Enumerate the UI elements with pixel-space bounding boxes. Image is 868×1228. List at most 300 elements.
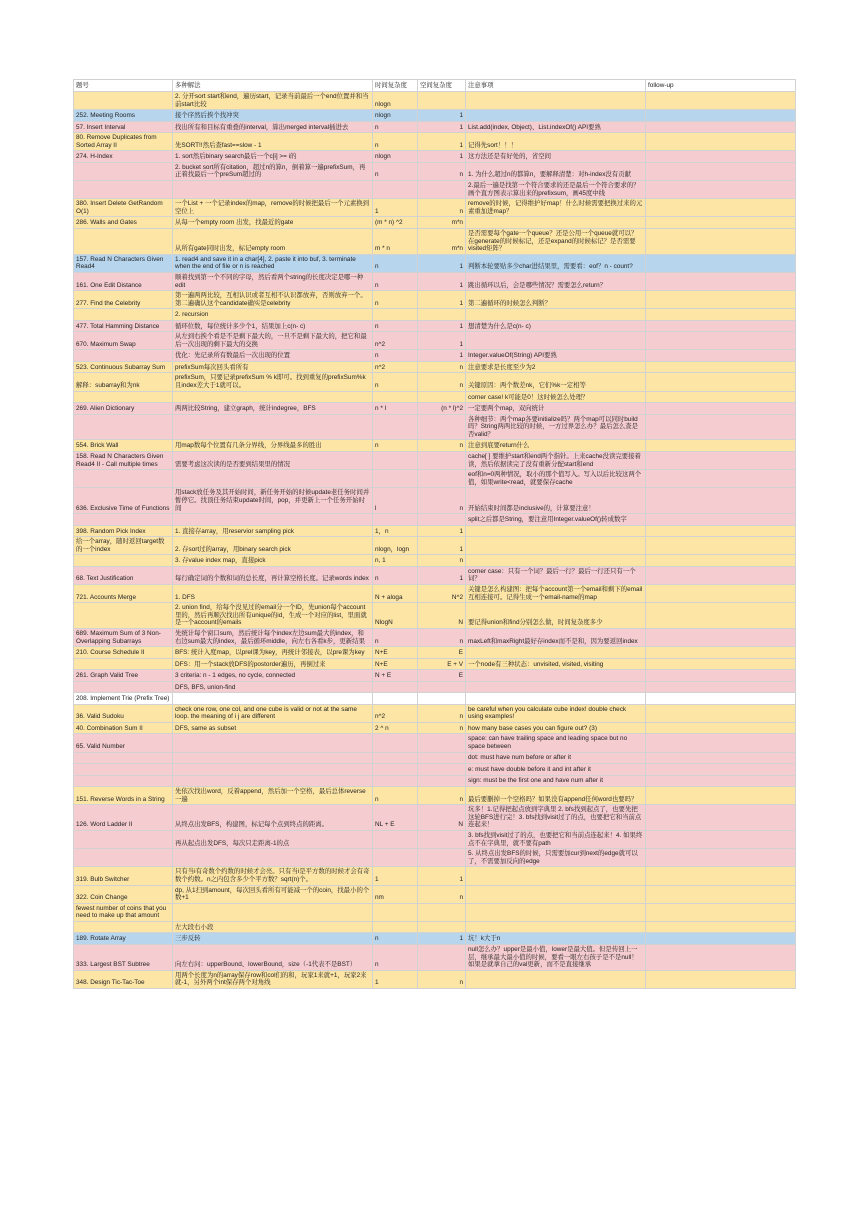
cell-time[interactable]: n [373,373,418,391]
cell-time[interactable] [373,830,418,848]
cell-time[interactable]: N+E [373,647,418,659]
cell-notes[interactable]: 注意要求是长度至少为2 [466,361,646,373]
cell-follow-up[interactable] [646,254,796,272]
cell-problem[interactable] [74,681,173,693]
cell-notes[interactable]: 跳出循环以后，会是哪些情况？需要怎么return？ [466,272,646,290]
cell-follow-up[interactable] [646,752,796,764]
cell-space[interactable]: m*n [418,228,466,254]
cell-follow-up[interactable] [646,566,796,584]
cell-problem[interactable]: 380. Insert Delete GetRandom O(1) [74,199,173,217]
cell-solutions[interactable] [173,693,373,705]
cell-solutions[interactable] [173,470,373,488]
cell-notes[interactable]: corner case：只有一个词？最后一行？最后一行还只有一个词？ [466,566,646,584]
cell-solutions[interactable]: 从终点出发BFS，构建图，标记每个点到终点的距离。 [173,805,373,831]
cell-space[interactable] [418,181,466,199]
cell-time[interactable]: nlogn [373,110,418,122]
cell-space[interactable]: n [418,885,466,903]
cell-space[interactable]: 1 [418,121,466,133]
cell-problem[interactable] [74,514,173,526]
cell-solutions[interactable]: 第一遍两两比较，互相认识或者互相不认识都放弃，否则放弃一个。第二遍确认这个candidate确实是celebrity [173,291,373,309]
cell-space[interactable]: n [418,970,466,988]
cell-notes[interactable]: 注意到底要return什么 [466,440,646,452]
cell-solutions[interactable] [173,734,373,752]
cell-problem[interactable]: 189. Rotate Array [74,933,173,945]
cell-follow-up[interactable] [646,867,796,885]
cell-solutions[interactable]: 1. sort然后binary search最后一个c[i] >= i的 [173,151,373,163]
cell-space[interactable] [418,309,466,321]
header-cell-problem[interactable]: 题号 [74,80,173,92]
cell-space[interactable]: m*n [418,217,466,229]
cell-space[interactable]: E + V [418,658,466,670]
cell-space[interactable]: 1 [418,320,466,332]
cell-time[interactable]: n^2 [373,361,418,373]
cell-space[interactable]: 1 [418,332,466,350]
cell-problem[interactable]: 157. Read N Characters Given Read4 [74,254,173,272]
cell-space[interactable] [418,752,466,764]
cell-time[interactable]: n^2 [373,704,418,722]
cell-solutions[interactable] [173,752,373,764]
cell-space[interactable]: 1 [418,151,466,163]
cell-solutions[interactable] [173,849,373,867]
header-cell-time[interactable]: 时间复杂度 [373,80,418,92]
cell-problem[interactable]: 274. H-Index [74,151,173,163]
cell-space[interactable] [418,514,466,526]
cell-space[interactable] [418,734,466,752]
cell-space[interactable] [418,903,466,921]
cell-space[interactable] [418,414,466,440]
cell-solutions[interactable]: BFS: 统计入度map，以prel课为key，再统计邻接表，以pre课为key [173,647,373,659]
header-cell-follow-up[interactable]: follow-up [646,80,796,92]
cell-time[interactable]: n [373,272,418,290]
cell-solutions[interactable]: 三步反转 [173,933,373,945]
cell-follow-up[interactable] [646,849,796,867]
cell-notes[interactable]: null怎么办？upper是最小值，lower是最大值。但是传回上一层，继承最大最小值的时候，要看一眼左右孩子是不是null！如果是就拿自己的val更新，而不是直接继承 [466,944,646,970]
cell-follow-up[interactable] [646,162,796,180]
cell-solutions[interactable]: 从每一个empty room 出发，找最近的gate [173,217,373,229]
cell-space[interactable] [418,391,466,403]
cell-follow-up[interactable] [646,775,796,787]
cell-space[interactable]: n [418,373,466,391]
cell-space[interactable] [418,681,466,693]
cell-time[interactable]: nlogn，logn [373,537,418,555]
cell-time[interactable] [373,849,418,867]
cell-space[interactable]: n [418,488,466,514]
cell-space[interactable] [418,764,466,776]
cell-space[interactable]: 1 [418,933,466,945]
cell-problem[interactable]: 523. Continuous Subarray Sum [74,361,173,373]
cell-notes[interactable]: 坑！k大于n [466,933,646,945]
cell-time[interactable]: (m * n) ^2 [373,217,418,229]
cell-solutions[interactable]: 2. 存sort过的array，用binary search pick [173,537,373,555]
cell-follow-up[interactable] [646,970,796,988]
cell-time[interactable]: 1，n [373,525,418,537]
cell-problem[interactable] [74,849,173,867]
cell-problem[interactable]: 126. Word Ladder II [74,805,173,831]
cell-problem[interactable]: 36. Valid Sudoku [74,704,173,722]
cell-notes[interactable]: space: can have trailing space and leading space but no space between [466,734,646,752]
cell-time[interactable]: n [373,350,418,362]
cell-problem[interactable] [74,555,173,567]
cell-time[interactable]: n * l [373,403,418,415]
cell-problem[interactable]: 670. Maximum Swap [74,332,173,350]
cell-problem[interactable] [74,921,173,933]
cell-problem[interactable] [74,764,173,776]
cell-solutions[interactable]: 再从起点出发DFS，每次只走距离-1的点 [173,830,373,848]
cell-space[interactable]: 1 [418,867,466,885]
cell-follow-up[interactable] [646,291,796,309]
cell-notes[interactable]: 要记得union和find分别怎么做，时间复杂度多少 [466,603,646,629]
cell-time[interactable]: 2 ^ n [373,722,418,734]
cell-notes[interactable]: remove的时候，记得维护好map！什么时候需要把换过来的元素重加进map？ [466,199,646,217]
cell-time[interactable] [373,414,418,440]
cell-solutions[interactable]: DFS：用一个stack放DFS的postorder遍历，再倒过来 [173,658,373,670]
cell-space[interactable]: 1 [418,272,466,290]
cell-follow-up[interactable] [646,704,796,722]
cell-problem[interactable]: 208. Implement Trie (Prefix Tree) [74,693,173,705]
cell-space[interactable]: 1 [418,525,466,537]
cell-space[interactable]: n [418,628,466,646]
cell-time[interactable]: n^2 [373,332,418,350]
cell-problem[interactable] [74,350,173,362]
cell-solutions[interactable]: 1. DFS [173,584,373,602]
cell-notes[interactable]: 5. 从终点出发BFS的时候，只需要加cur到next的edge就可以了，不需要加反向的edge [466,849,646,867]
cell-problem[interactable]: 721. Accounts Merge [74,584,173,602]
cell-solutions[interactable]: 先SORT!!然后查fast==slow - 1 [173,133,373,151]
cell-time[interactable]: l [373,488,418,514]
cell-notes[interactable] [466,217,646,229]
cell-follow-up[interactable] [646,722,796,734]
cell-solutions[interactable]: DFS, same as subset [173,722,373,734]
cell-solutions[interactable]: dp, 从1扫到amount，每次回头看所有可能减一个的coin，找最小的个数+1 [173,885,373,903]
cell-problem[interactable]: 322. Coin Change [74,885,173,903]
cell-solutions[interactable]: 从左到右挨个看是不是剩下最大的，一旦不是剩下最大的，把它和最后一次出现的剩下最大的交换 [173,332,373,350]
cell-time[interactable] [373,903,418,921]
cell-space[interactable] [418,92,466,110]
cell-follow-up[interactable] [646,403,796,415]
cell-time[interactable]: n [373,628,418,646]
cell-solutions[interactable] [173,775,373,787]
cell-notes[interactable] [466,681,646,693]
cell-notes[interactable]: 第二遍循环的时候怎么判断？ [466,291,646,309]
cell-problem[interactable]: 65. Valid Number [74,734,173,752]
cell-solutions[interactable]: DFS, BFS, union-find [173,681,373,693]
cell-notes[interactable] [466,921,646,933]
cell-time[interactable]: N + aloga [373,584,418,602]
cell-space[interactable]: n [418,199,466,217]
cell-space[interactable] [418,921,466,933]
cell-notes[interactable]: 关键原因：两个数差nk，它们%k一定相等 [466,373,646,391]
cell-problem[interactable] [74,830,173,848]
cell-problem[interactable]: 277. Find the Celebrity [74,291,173,309]
cell-notes[interactable] [466,537,646,555]
cell-notes[interactable]: 3. bfs找到visit过了的点，也要把它和当前点连起来！4. 如果终点不在字典里，就不要有path [466,830,646,848]
cell-space[interactable]: n [418,787,466,805]
cell-problem[interactable]: 689. Maximum Sum of 3 Non-Overlapping Subarrays [74,628,173,646]
cell-follow-up[interactable] [646,332,796,350]
cell-notes[interactable]: 1. 为什么超过n的都算n，要解释清楚：对h-index没有贡献 [466,162,646,180]
cell-solutions[interactable]: 顺着找到第一个不同的字母，然后看两个string的长度决定是哪一种edit [173,272,373,290]
cell-solutions[interactable]: 优化：先记录所有数最后一次出现的位置 [173,350,373,362]
cell-time[interactable]: nlogn [373,92,418,110]
cell-notes[interactable] [466,885,646,903]
cell-notes[interactable]: 一定要两个map，双向统计 [466,403,646,415]
cell-time[interactable]: n [373,440,418,452]
cell-solutions[interactable]: 2. recursion [173,309,373,321]
cell-notes[interactable]: 记得先sort！！！ [466,133,646,151]
cell-solutions[interactable]: 找出所有和目标有重叠的interval，算出merged interval插进去 [173,121,373,133]
cell-time[interactable]: n [373,291,418,309]
cell-problem[interactable] [74,92,173,110]
cell-solutions[interactable]: 2. 分开sort start和end，遍历start，记录当前最后一个end位置并和当前start比较 [173,92,373,110]
cell-solutions[interactable]: 先统计每个窗口sum，然后统计每个index左边sum最大的index，和右边sum最大的index，最后循环middle，向左右各看k步，更新结果 [173,628,373,646]
cell-notes[interactable] [466,309,646,321]
cell-follow-up[interactable] [646,933,796,945]
cell-solutions[interactable] [173,414,373,440]
cell-problem[interactable]: 210. Course Schedule II [74,647,173,659]
header-cell-notes[interactable]: 注意事项 [466,80,646,92]
cell-space[interactable]: 1 [418,350,466,362]
cell-solutions[interactable]: 循环位数，每位统计多少个1，结果加上c(n- c) [173,320,373,332]
cell-space[interactable] [418,775,466,787]
cell-notes[interactable] [466,693,646,705]
cell-space[interactable] [418,693,466,705]
cell-follow-up[interactable] [646,228,796,254]
cell-problem[interactable]: fewest number of coins that you need to make up that amount [74,903,173,921]
cell-problem[interactable]: 261. Graph Valid Tree [74,670,173,682]
cell-problem[interactable] [74,752,173,764]
cell-problem[interactable]: 151. Reverse Words in a String [74,787,173,805]
cell-space[interactable]: n [418,555,466,567]
cell-problem[interactable] [74,775,173,787]
cell-solutions[interactable] [173,391,373,403]
cell-time[interactable]: n [373,320,418,332]
cell-follow-up[interactable] [646,320,796,332]
cell-problem[interactable] [74,658,173,670]
cell-follow-up[interactable] [646,921,796,933]
cell-notes[interactable]: 2.最后一遍是找第一个符合要求的还是最后一个符合要求的？画个直方图表示算出来的prefixsum，画45度中线 [466,181,646,199]
cell-problem[interactable]: 398. Random Pick Index [74,525,173,537]
cell-space[interactable] [418,470,466,488]
cell-space[interactable] [418,451,466,469]
cell-follow-up[interactable] [646,110,796,122]
cell-solutions[interactable]: 只有当i有奇数个约数的时候才会亮。只有当i是平方数的时候才会有奇数个约数。n之内包含多少个平方数？sqrt(n)个。 [173,867,373,885]
cell-notes[interactable]: e: must have double before it and int after it [466,764,646,776]
cell-follow-up[interactable] [646,350,796,362]
cell-notes[interactable]: 各种细节：两个map各要initialize吗？两个map可以同时build吗？String两两比较的时候，一方过界怎么办？最后怎么查是否valid？ [466,414,646,440]
cell-follow-up[interactable] [646,647,796,659]
cell-follow-up[interactable] [646,414,796,440]
cell-follow-up[interactable] [646,272,796,290]
cell-solutions[interactable] [173,903,373,921]
cell-notes[interactable]: be careful when you calculate cube index! double check using examples! [466,704,646,722]
cell-follow-up[interactable] [646,451,796,469]
cell-time[interactable]: n [373,254,418,272]
cell-notes[interactable]: 想清楚为什么是c(n- c) [466,320,646,332]
cell-space[interactable]: E [418,647,466,659]
cell-time[interactable]: 1 [373,867,418,885]
cell-notes[interactable]: cache[ ] 要维护start和end两个指针。上来cache没读完要接着读，然后依据读完了没有重新分配start和end [466,451,646,469]
cell-follow-up[interactable] [646,488,796,514]
cell-problem[interactable]: 80. Remove Duplicates from Sorted Array II [74,133,173,151]
cell-notes[interactable]: Integer.valueOf(String) API要熟 [466,350,646,362]
cell-solutions[interactable] [173,181,373,199]
cell-time[interactable]: N + E [373,670,418,682]
cell-follow-up[interactable] [646,944,796,970]
cell-time[interactable] [373,391,418,403]
cell-space[interactable]: N^2 [418,584,466,602]
cell-follow-up[interactable] [646,670,796,682]
cell-problem[interactable]: 给一个array，随时返回target数的一个index [74,537,173,555]
cell-problem[interactable]: 269. Alien Dictionary [74,403,173,415]
cell-space[interactable]: 1 [418,133,466,151]
cell-problem[interactable]: 40. Combination Sum II [74,722,173,734]
cell-solutions[interactable]: 需要考虑这次读的是否要到结果里的情况 [173,451,373,469]
cell-follow-up[interactable] [646,133,796,151]
cell-time[interactable]: N+E [373,658,418,670]
cell-notes[interactable]: split之后都是String，要注意用Integer.valueOf()转成数字 [466,514,646,526]
cell-follow-up[interactable] [646,309,796,321]
cell-notes[interactable]: 关键是怎么构建图：把每个account第一个email和剩下的email互相连接可。记得生成一个email-name的map [466,584,646,602]
cell-problem[interactable] [74,162,173,180]
cell-solutions[interactable]: 左大段右小段 [173,921,373,933]
cell-follow-up[interactable] [646,693,796,705]
cell-follow-up[interactable] [646,537,796,555]
cell-space[interactable]: 1 [418,537,466,555]
cell-notes[interactable]: 坑多！1.记得把起点放到字典里 2. bfs找到起点了，也要先把这轮BFS进行完！3. bfs找到visit过了的点，也要把它和当前点连起来！ [466,805,646,831]
cell-time[interactable]: 1 [373,199,418,217]
cell-solutions[interactable]: 2. union find，给每个没见过的email分一个ID，先union每个account里的，然后再顺次找出所有unique的id，生成一个对应的list，里面就是一个account的emails [173,603,373,629]
cell-notes[interactable]: 是否需要每个gate一个queue？还是公用一个queue就可以？在generate的时候标记，还是expand的时候标记？是否需要visited矩阵？ [466,228,646,254]
cell-follow-up[interactable] [646,787,796,805]
cell-space[interactable]: n [418,361,466,373]
cell-time[interactable] [373,764,418,776]
cell-follow-up[interactable] [646,373,796,391]
cell-solutions[interactable]: prefixSum每次回头看所有 [173,361,373,373]
cell-follow-up[interactable] [646,658,796,670]
cell-time[interactable]: n, 1 [373,555,418,567]
cell-time[interactable] [373,734,418,752]
cell-time[interactable]: NL + E [373,805,418,831]
cell-time[interactable] [373,451,418,469]
cell-notes[interactable]: how many base cases you can figure out? (3) [466,722,646,734]
cell-time[interactable]: n [373,787,418,805]
cell-problem[interactable] [74,603,173,629]
cell-notes[interactable]: dot: must have num before or after it [466,752,646,764]
cell-notes[interactable] [466,903,646,921]
cell-time[interactable] [373,752,418,764]
cell-solutions[interactable]: 2. bucket sort所有citation，超过n的算n，倒着算一遍prefixSum，再正着找最后一个preSum超过的 [173,162,373,180]
cell-solutions[interactable]: prefixSum，只要记录prefixSum % k即可。找到重复的prefixSum%k且index差大于1就可以。 [173,373,373,391]
cell-solutions[interactable]: 每行确定词的个数和词的总长度，再计算空格长度。记录words index [173,566,373,584]
cell-time[interactable] [373,921,418,933]
cell-space[interactable]: 1 [418,566,466,584]
cell-space[interactable]: E [418,670,466,682]
cell-notes[interactable] [466,110,646,122]
cell-time[interactable]: n [373,933,418,945]
cell-space[interactable]: n [418,440,466,452]
cell-solutions[interactable]: 1. read4 and save it in a char[4], 2. paste it into buf, 3. terminate when the end of file or n is reached [173,254,373,272]
cell-solutions[interactable] [173,514,373,526]
cell-follow-up[interactable] [646,151,796,163]
cell-solutions[interactable]: 一个List + 一个记录index的map，remove的时候把最后一个元素换到空位上 [173,199,373,217]
cell-notes[interactable] [466,647,646,659]
cell-follow-up[interactable] [646,92,796,110]
cell-time[interactable]: n [373,566,418,584]
cell-space[interactable] [418,944,466,970]
cell-problem[interactable]: 333. Largest BST Subtree [74,944,173,970]
cell-solutions[interactable]: check one row, one col, and one cube is valid or not at the same loop. the meaning of i j are different [173,704,373,722]
cell-notes[interactable]: 一个node有三种状态：unvisited, visited, visiting [466,658,646,670]
cell-follow-up[interactable] [646,525,796,537]
cell-time[interactable]: n [373,944,418,970]
cell-notes[interactable]: sign: must be the first one and have num after it [466,775,646,787]
cell-solutions[interactable]: 3 criteria: n - 1 edges, no cycle, connected [173,670,373,682]
cell-time[interactable]: n [373,133,418,151]
cell-follow-up[interactable] [646,584,796,602]
cell-notes[interactable]: maxLeft和maxRight最好存index而不是和，因为要返回index [466,628,646,646]
cell-notes[interactable]: 这方法还是有好处的，省空间 [466,151,646,163]
cell-follow-up[interactable] [646,199,796,217]
cell-solutions[interactable] [173,764,373,776]
cell-space[interactable]: N [418,805,466,831]
cell-problem[interactable]: 158. Read N Characters Given Read4 II - Call multiple times [74,451,173,469]
cell-follow-up[interactable] [646,603,796,629]
cell-follow-up[interactable] [646,470,796,488]
cell-time[interactable]: nlogn [373,151,418,163]
cell-problem[interactable] [74,470,173,488]
cell-follow-up[interactable] [646,440,796,452]
cell-notes[interactable]: eof和n=0两种情况，取小的那个值写入。写入以后比较这两个值，如果write<read，就要保存cache [466,470,646,488]
cell-problem[interactable] [74,228,173,254]
cell-follow-up[interactable] [646,555,796,567]
cell-follow-up[interactable] [646,885,796,903]
cell-notes[interactable]: List.add(index, Object)、List.indexOf() API要熟 [466,121,646,133]
cell-follow-up[interactable] [646,181,796,199]
cell-problem[interactable] [74,181,173,199]
cell-problem[interactable]: 636. Exclusive Time of Functions [74,488,173,514]
cell-problem[interactable]: 68. Text Justification [74,566,173,584]
cell-problem[interactable] [74,414,173,440]
cell-notes[interactable]: corner case! k可能是0！这时候怎么处理？ [466,391,646,403]
cell-follow-up[interactable] [646,764,796,776]
cell-space[interactable]: n [418,722,466,734]
cell-problem[interactable]: 57. Insert Interval [74,121,173,133]
cell-time[interactable]: nm [373,885,418,903]
cell-notes[interactable] [466,670,646,682]
cell-follow-up[interactable] [646,734,796,752]
cell-problem[interactable]: 319. Bulb Switcher [74,867,173,885]
cell-space[interactable]: 1 [418,254,466,272]
cell-follow-up[interactable] [646,217,796,229]
cell-problem[interactable]: 252. Meeting Rooms [74,110,173,122]
cell-follow-up[interactable] [646,514,796,526]
cell-space[interactable]: n [418,162,466,180]
cell-problem[interactable]: 161. One Edit Distance [74,272,173,290]
cell-solutions[interactable]: 用stack放任务及其开始时间，新任务开始的时候update老任务时间并暂停它。找顶任务结束update时间，pop，并更新上一个任务开始时间 [173,488,373,514]
cell-problem[interactable]: 解释：subarray和为nk [74,373,173,391]
cell-problem[interactable] [74,391,173,403]
cell-notes[interactable]: 最后要删掉一个空格吗？如果没有append任何word也要吗？ [466,787,646,805]
cell-solutions[interactable]: 先依次找出word，反着append，然后加一个空格，最后总体reverse一遍 [173,787,373,805]
cell-follow-up[interactable] [646,628,796,646]
cell-notes[interactable]: 开始结束时间都是inclusive的，计算要注意！ [466,488,646,514]
cell-space[interactable] [418,849,466,867]
cell-problem[interactable]: 286. Walls and Gates [74,217,173,229]
cell-notes[interactable] [466,555,646,567]
cell-follow-up[interactable] [646,121,796,133]
cell-solutions[interactable]: 从所有gate同时出发，标记empty room [173,228,373,254]
header-cell-space[interactable]: 空间复杂度 [418,80,466,92]
